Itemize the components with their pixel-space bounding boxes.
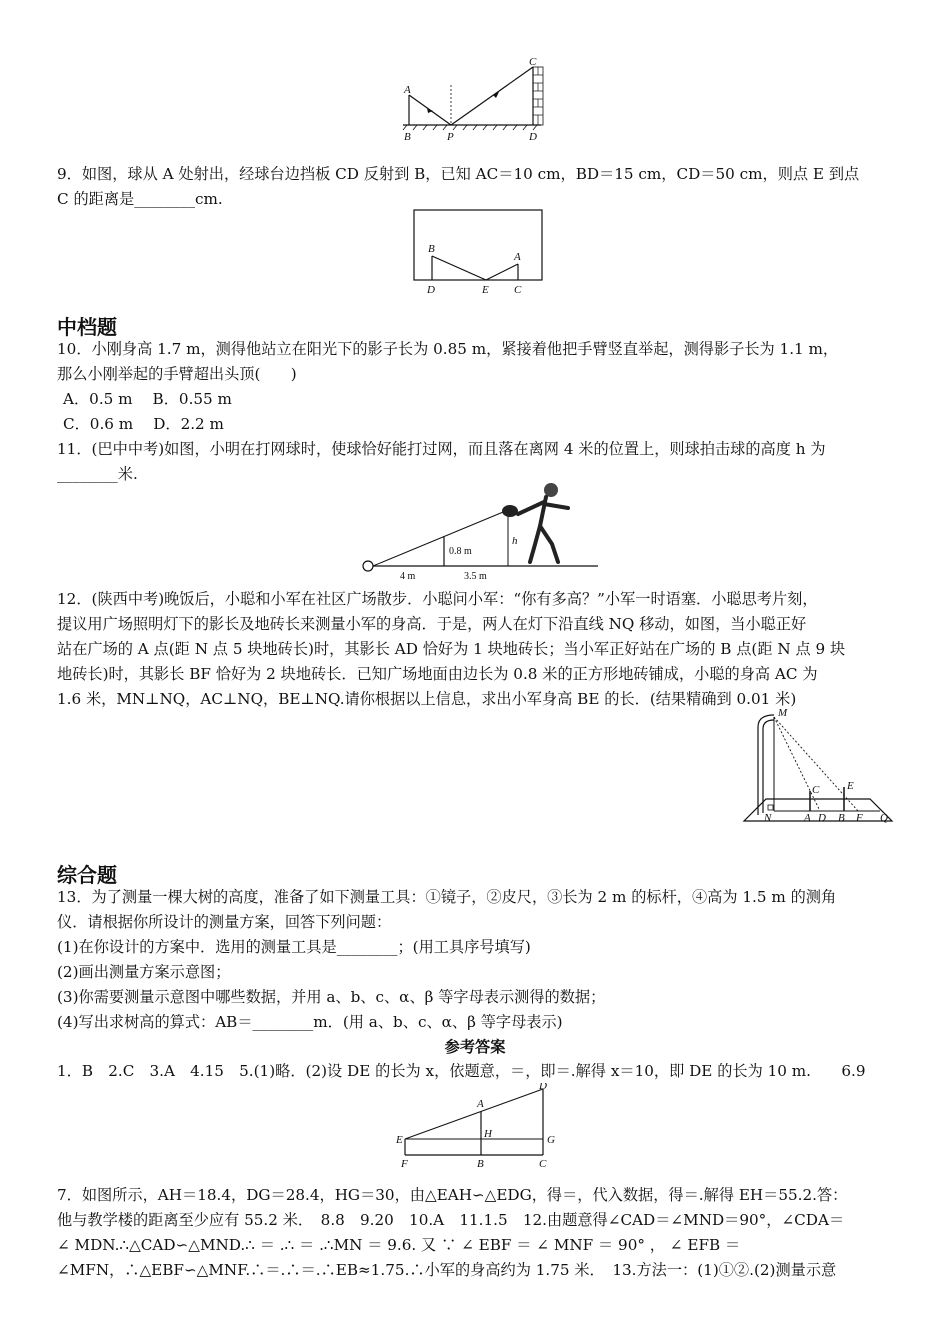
label-n: N bbox=[764, 812, 772, 824]
street-light-figure bbox=[740, 703, 900, 828]
distance-4m-label: 4 m bbox=[400, 571, 416, 582]
label-e: E bbox=[847, 780, 854, 792]
q11-line-1: 11．(巴中中考)如图，小明在打网球时，使球恰好能打过网，而且落在离网 4 米的位置上，则球拍击球的高度 h 为 bbox=[57, 440, 826, 458]
label-d: D bbox=[539, 1083, 547, 1092]
label-b: B bbox=[838, 812, 845, 824]
label-m: M bbox=[778, 707, 788, 719]
section-heading-medium: 中档题 bbox=[57, 315, 117, 339]
q13-line-5: (3)你需要测量示意图中哪些数据，并用 a、b、c、α、β 等字母表示测得的数据； bbox=[57, 988, 606, 1006]
q13-line-2: 仪．请根据你所设计的测量方案，回答下列问题： bbox=[57, 913, 392, 931]
q10-options-row-1: A．0.5 m B．0.55 m bbox=[63, 390, 232, 408]
section-heading-comprehensive: 综合题 bbox=[57, 863, 117, 887]
q9-line-2: C 的距离是________cm. bbox=[57, 190, 223, 208]
label-e: E bbox=[482, 284, 489, 296]
label-e: E bbox=[396, 1134, 403, 1146]
reflection-figure bbox=[395, 55, 555, 145]
answers-line-1: 1．B 2.C 3.A 4.15 5.(1)略．(2)设 DE 的长为 x，依题意，＝，即＝.解得 x＝10，即 DE 的长为 10 m. 6.9 bbox=[57, 1062, 866, 1080]
label-b: B bbox=[428, 243, 435, 255]
distance-3-5m-label: 3.5 m bbox=[464, 571, 487, 582]
h-label: h bbox=[512, 535, 518, 547]
q13-line-6: (4)写出求树高的算式：AB＝________m．(用 a、b、c、α、β 等字母表示) bbox=[57, 1013, 563, 1031]
label-p: P bbox=[447, 131, 454, 143]
label-a: A bbox=[477, 1098, 484, 1110]
answers-title: 参考答案 bbox=[444, 1038, 506, 1056]
label-f: F bbox=[401, 1158, 408, 1170]
q10-line-1: 10．小刚身高 1.7 m，测得他站立在阳光下的影子长为 0.85 m，紧接着他把手臂竖直举起，测得影子长为 1.1 m， bbox=[57, 340, 839, 358]
q11-line-2: ________米. bbox=[57, 465, 138, 483]
label-b: B bbox=[477, 1158, 484, 1170]
q13-line-4: (2)画出测量方案示意图； bbox=[57, 963, 231, 981]
q9-line-1: 9．如图，球从 A 处射出，经球台边挡板 CD 反射到 B，已知 AC＝10 cm，BD＝15 cm，CD＝50 cm，则点 E 到点 bbox=[57, 165, 860, 183]
label-d: D bbox=[427, 284, 435, 296]
q13-line-3: (1)在你设计的方案中．选用的测量工具是________；(用工具序号填写) bbox=[57, 938, 531, 956]
tennis-figure bbox=[358, 478, 608, 584]
q12-line-4: 地砖长)时，其影长 BF 恰好为 2 块地砖长．已知广场地面由边长为 0.8 米的正方形地砖铺成，小聪的身高 AC 为 bbox=[57, 665, 818, 683]
billiard-figure bbox=[408, 208, 548, 298]
label-c: C bbox=[529, 56, 537, 68]
q12-line-3: 站在广场的 A 点(距 N 点 5 块地砖长)时，其影长 AD 恰好为 1 块地砖长；当小军正好站在广场的 B 点(距 N 点 9 块 bbox=[57, 640, 846, 658]
label-a: A bbox=[514, 251, 521, 263]
label-g: G bbox=[547, 1134, 555, 1146]
label-d: D bbox=[529, 131, 537, 143]
q10-options-row-2: C．0.6 m D．2.2 m bbox=[63, 415, 224, 433]
answers-line-4: ∠ MDN.∴△CAD∽△MND.∴ ＝ .∴ ＝ .∴MN ＝ 9.6. 又 ∵ ∠ EBF ＝ ∠ MNF ＝ 90° ， ∠ EFB ＝ bbox=[57, 1236, 741, 1254]
building-figure bbox=[393, 1083, 563, 1173]
answers-line-2: 7．如图所示，AH＝18.4，DG＝28.4，HG＝30，由△EAH∽△EDG，得＝，代入数据，得＝.解得 EH＝55.2.答： bbox=[57, 1186, 848, 1204]
q10-line-2: 那么小刚举起的手臂超出头顶( ) bbox=[57, 365, 297, 383]
q12-line-5: 1.6 米，MN⊥NQ，AC⊥NQ，BE⊥NQ.请你根据以上信息，求出小军身高 BE 的长．(结果精确到 0.01 米) bbox=[57, 690, 797, 708]
label-c: C bbox=[514, 284, 522, 296]
label-h: H bbox=[484, 1128, 492, 1140]
q13-line-1: 13．为了测量一棵大树的高度，准备了如下测量工具：①镜子，②皮尺，③长为 2 m 的标杆，④高为 1.5 m 的测角 bbox=[57, 888, 837, 906]
label-f: F bbox=[856, 812, 863, 824]
label-c: C bbox=[812, 784, 820, 796]
label-c: C bbox=[539, 1158, 547, 1170]
label-b: B bbox=[404, 131, 411, 143]
label-a: A bbox=[404, 84, 411, 96]
q12-line-2: 提议用广场照明灯下的影长及地砖长来测量小军的身高．于是，两人在灯下沿直线 NQ 移动，如图，当小聪正好 bbox=[57, 615, 807, 633]
q12-line-1: 12．(陕西中考)晚饭后，小聪和小军在社区广场散步．小聪问小军：“你有多高？”小军一时语塞．小聪思考片刻， bbox=[57, 590, 818, 608]
answers-line-3: 他与教学楼的距离至少应有 55.2 米． 8.8 9.20 10.A 11.1.5 12.由题意得∠CAD＝∠MND＝90°，∠CDA＝ bbox=[57, 1211, 845, 1229]
label-a: A bbox=[804, 812, 811, 824]
net-height-label: 0.8 m bbox=[449, 546, 472, 557]
label-q: Q bbox=[880, 812, 888, 824]
answers-line-5: ∠MFN，∴△EBF∽△MNF.∴＝.∴＝.∴EB≈1.75.∴小军的身高约为 1.75 米． 13.方法一：(1)①②.(2)测量示意 bbox=[57, 1261, 837, 1279]
label-d: D bbox=[818, 812, 826, 824]
